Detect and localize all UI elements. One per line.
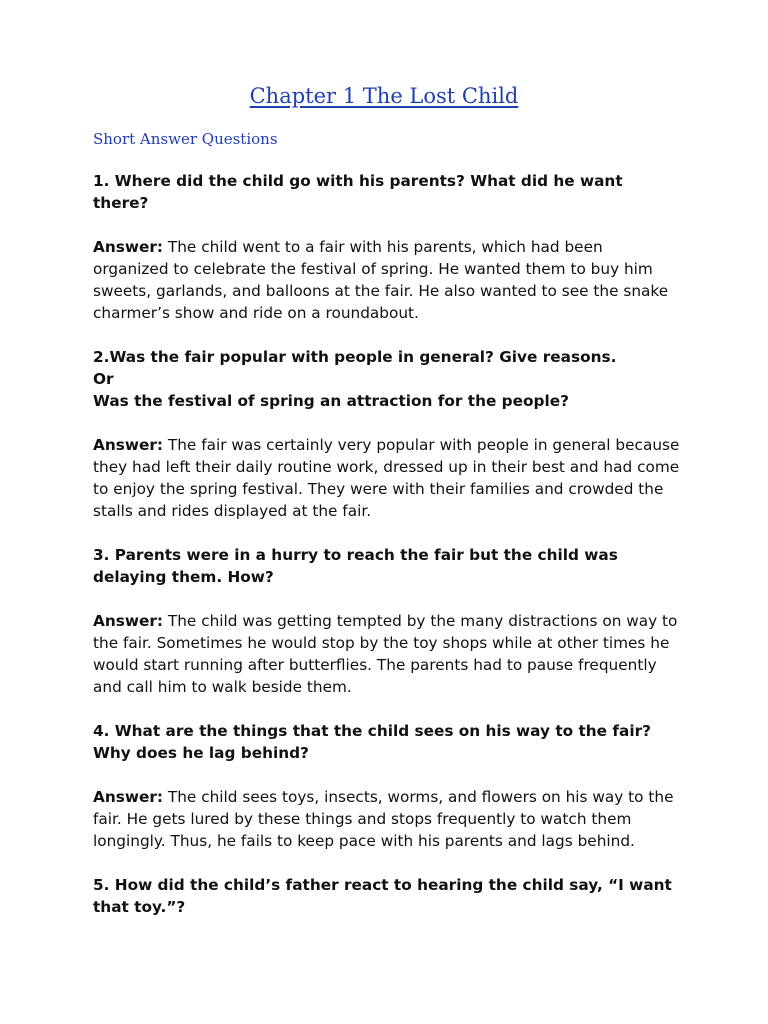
question-line: 1. Where did the child go with his parents? What did he want there? <box>93 172 623 212</box>
answer-label: Answer: <box>93 238 164 256</box>
answer-label: Answer: <box>93 788 164 806</box>
answer-2 <box>93 434 683 522</box>
question-line: 4. What are the things that the child sees on his way to the fair? Why does he lag behind? <box>93 722 652 762</box>
page-title: Chapter 1 The Lost Child <box>249 84 519 108</box>
answer-label: Answer: <box>93 436 164 454</box>
question-line: 5. How did the child’s father react to hearing the child say, “I want that toy.”? <box>93 876 672 916</box>
question-3 <box>93 544 683 588</box>
question-line: Was the festival of spring an attraction for the people? <box>93 392 569 410</box>
qa-content <box>93 170 683 940</box>
question-1 <box>93 170 683 214</box>
question-line: 3. Parents were in a hurry to reach the fair but the child was delaying them. How? <box>93 546 618 586</box>
question-line: Or <box>93 370 114 388</box>
question-4 <box>93 720 683 764</box>
answer-text: The child went to a fair with his parents, which had been organized to celebrate the festival of spring. He wanted them to buy him sweets, garlands, and balloons at the fair. He also wanted to see the snake charmer’s show and ride on a roundabout. <box>93 238 669 322</box>
answer-text: The child was getting tempted by the many distractions on way to the fair. Sometimes he would stop by the toy shops while at other times he would start running after butterflies. The parents had to pause frequently and call him to walk beside them. <box>93 612 678 696</box>
question-line: 2.Was the fair popular with people in general? Give reasons. <box>93 348 617 366</box>
answer-text: The child sees toys, insects, worms, and flowers on his way to the fair. He gets lured by these things and stops frequently to watch them longingly. Thus, he fails to keep pace with his parents and lags behind. <box>93 788 674 850</box>
answer-label: Answer: <box>93 612 164 630</box>
question-2 <box>93 346 683 412</box>
question-5 <box>93 874 683 918</box>
answer-3 <box>93 610 683 698</box>
answer-1 <box>93 236 683 324</box>
answer-4 <box>93 786 683 852</box>
section-subtitle: Short Answer Questions <box>93 130 278 148</box>
answer-text: The fair was certainly very popular with people in general because they had left their daily routine work, dressed up in their best and had come to enjoy the spring festival. They were with their families and crowded the stalls and rides displayed at the fair. <box>93 436 680 520</box>
